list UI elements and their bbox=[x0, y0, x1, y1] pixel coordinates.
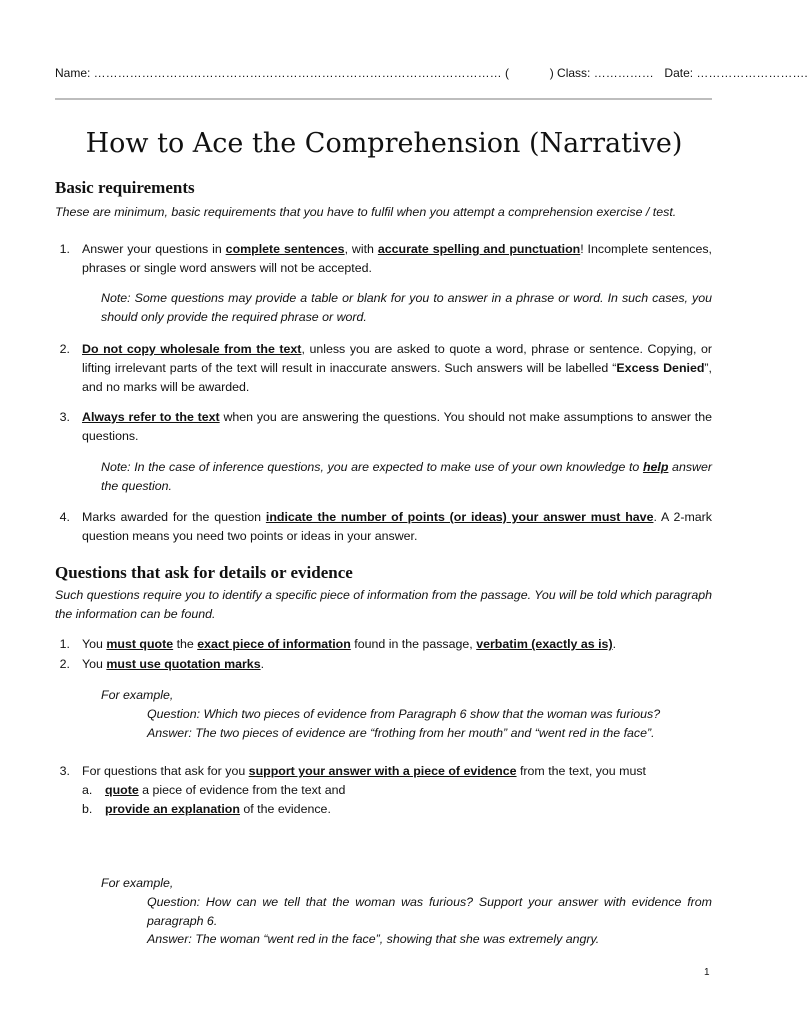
list-item-refer-to-text: Always refer to the text when you are answering the questions. You should not make assumptions to answer the questions. bbox=[82, 410, 712, 443]
note-inference-questions: Note: In the case of inference questions, you are expected to make use of your own knowledge to help answer the question. bbox=[101, 460, 712, 493]
student-info-line bbox=[55, 66, 808, 80]
note-phrase-answers: Note: Some questions may provide a table or blank for you to answer in a phrase or word. In such cases, you should only provide the required phrase or word. bbox=[101, 291, 712, 324]
list-number: 3. bbox=[59, 764, 70, 778]
section-heading-details-evidence: Questions that ask for details or evidence bbox=[55, 563, 353, 582]
header-divider bbox=[55, 98, 712, 100]
page-number: 1 bbox=[704, 967, 710, 978]
list-item-no-copying: Do not copy wholesale from the text, unless you are asked to quote a word, phrase or sentence. Copying, or lifting irrelevant parts of the text will result in inaccurate answers. Such answers will be labelled “Excess Denied”, and no marks will be awarded. bbox=[82, 342, 713, 394]
list-number: 2. bbox=[59, 657, 70, 671]
example-answer: Answer: The two pieces of evidence are “frothing from her mouth” and “went red in the face”. bbox=[147, 726, 655, 740]
section-intro-details: Such questions require you to identify a specific piece of information from the passage. You will be told which paragraph the information can be found. bbox=[55, 588, 712, 621]
list-number: 1. bbox=[59, 637, 70, 651]
section-heading-basic-requirements: Basic requirements bbox=[55, 178, 195, 197]
sublist-item-quote: quote a piece of evidence from the text and bbox=[105, 783, 346, 797]
example-question: Question: How can we tell that the woman was furious? Support your answer with evidence from paragraph 6. bbox=[147, 895, 712, 928]
example-answer: Answer: The woman “went red in the face”, showing that she was extremely angry. bbox=[147, 932, 600, 946]
list-item-complete-sentences: Answer your questions in complete sentences, with accurate spelling and punctuation! Incomplete sentences, phrases or single word answers will not be accepted. bbox=[82, 242, 712, 275]
sublist-item-explanation: provide an explanation of the evidence. bbox=[105, 802, 331, 816]
list-item-must-quote: You must quote the exact piece of information found in the passage, verbatim (exactly as is). bbox=[82, 637, 617, 651]
list-number: 3. bbox=[59, 410, 70, 424]
section-intro-basic: These are minimum, basic requirements that you have to fulfil when you attempt a comprehension exercise / test. bbox=[55, 205, 677, 219]
sublist-letter: a. bbox=[82, 783, 93, 797]
page-title: How to Ace the Comprehension (Narrative) bbox=[85, 128, 683, 159]
class-field-label: ) Class: …………… bbox=[549, 66, 654, 80]
list-item-support-evidence: For questions that ask for you support your answer with a piece of evidence from the text, you must bbox=[82, 764, 646, 778]
date-field-label: Date: ………………………. bbox=[664, 66, 808, 80]
example-question: Question: Which two pieces of evidence from Paragraph 6 show that the woman was furious? bbox=[147, 707, 661, 721]
example-label: For example, bbox=[101, 876, 174, 890]
name-field-label: Name: ………………………………………………………………………………………… ( bbox=[55, 66, 510, 80]
example-label: For example, bbox=[101, 688, 174, 702]
list-number: 2. bbox=[59, 342, 70, 356]
list-number: 4. bbox=[59, 510, 70, 524]
list-item-quotation-marks: You must use quotation marks. bbox=[82, 657, 265, 671]
list-item-marks-awarded: Marks awarded for the question indicate the number of points (or ideas) your answer must have. A 2-mark question means you need two points or ideas in your answer. bbox=[82, 510, 712, 543]
list-number: 1. bbox=[59, 242, 70, 256]
sublist-letter: b. bbox=[82, 802, 93, 816]
